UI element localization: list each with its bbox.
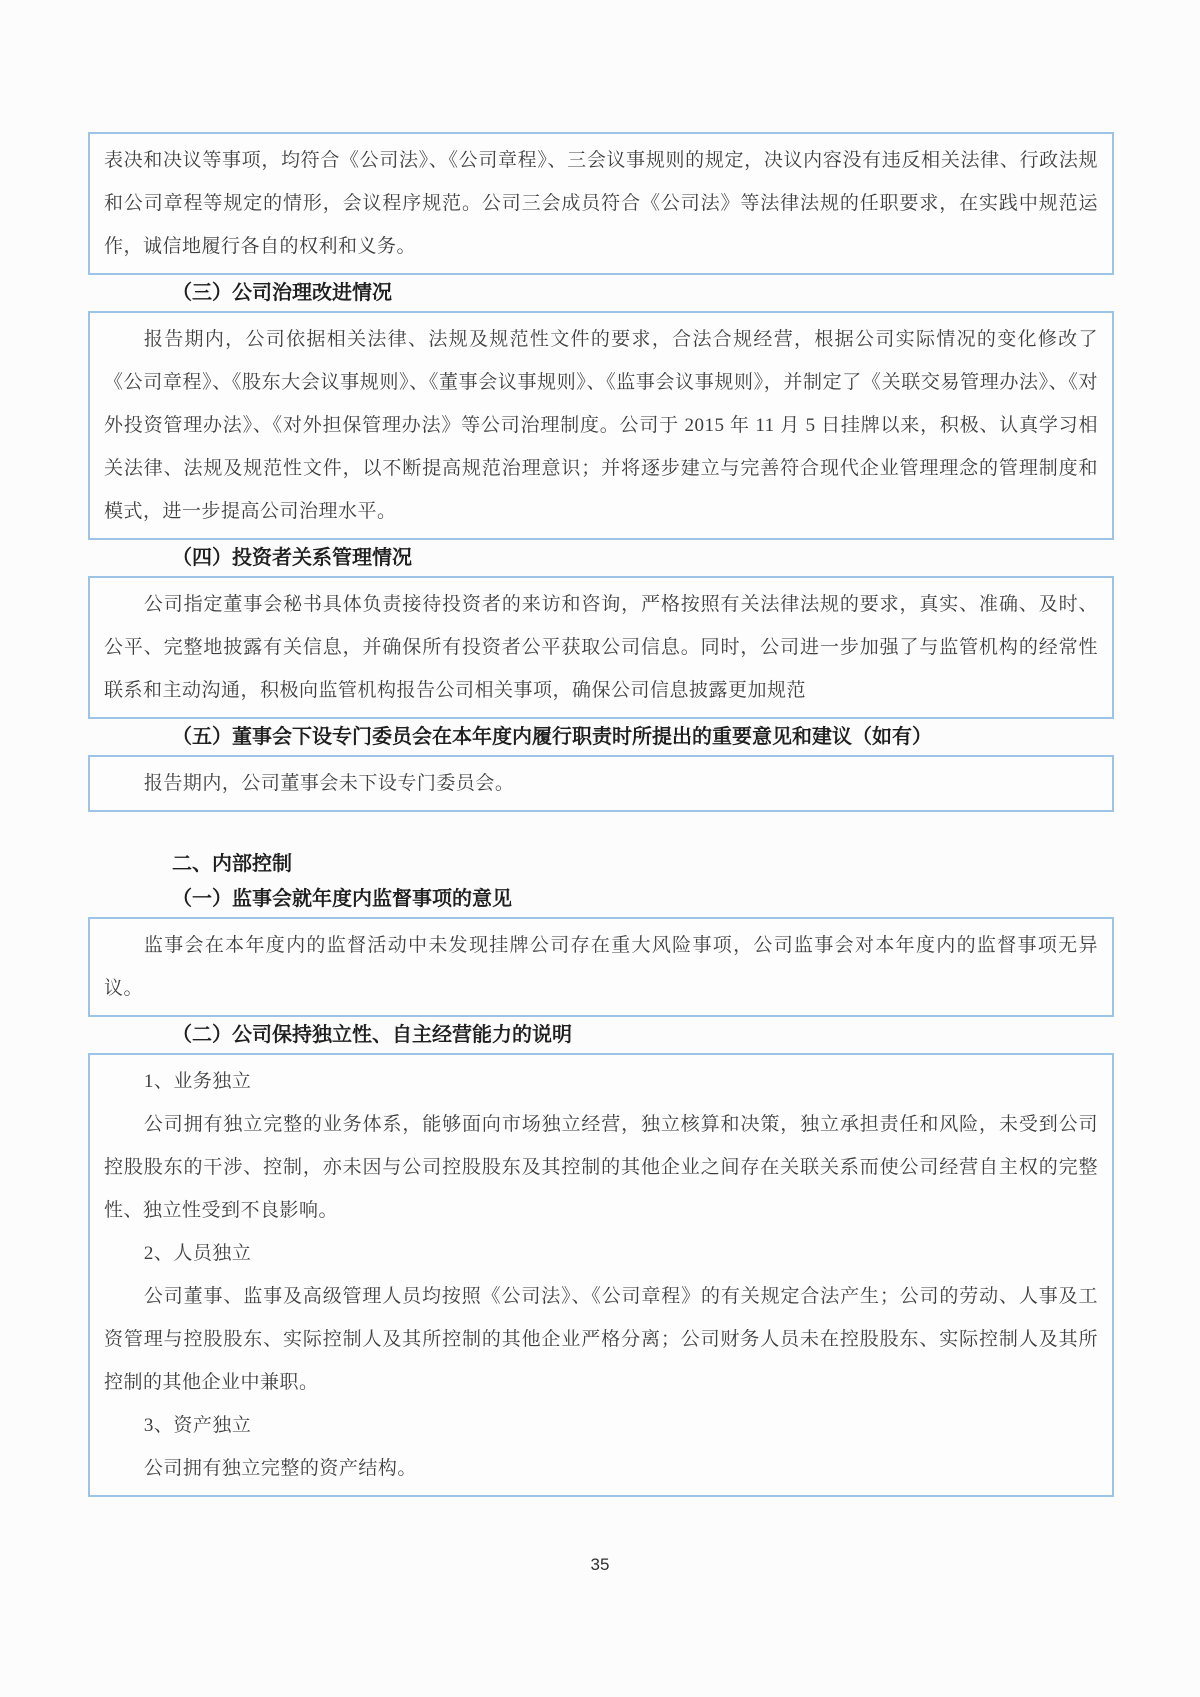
independence-item-2-title: 2、人员独立 [143, 1243, 252, 1264]
investor-relations-paragraph: 公司指定董事会秘书具体负责接待投资者的来访和咨询，严格按照有关法律法规的要求，真实、准确、及时、公平、完整地披露有关信息，并确保所有投资者公平获取公司信息。同时，公司进一步加强了与监管机构的经常性联系和主动沟通，积极向监管机构报告公司相关事项，确保公司信息披露更加规范 [104, 594, 1098, 701]
investor-relations-box [88, 576, 1114, 719]
heading-investor-relations: （四）投资者关系管理情况 [172, 547, 412, 569]
independence-item-3-body: 公司拥有独立完整的资产结构。 [143, 1458, 417, 1479]
independence-item-2-body: 公司董事、监事及高级管理人员均按照《公司法》、《公司章程》的有关规定合法产生；公司的劳动、人事及工资管理与控股股东、实际控制人及其所控制的其他企业严格分离；公司财务人员未在控股股东、实际控制人及其所控制的其他企业中兼职。 [104, 1286, 1098, 1393]
supervisory-opinion-box [88, 917, 1114, 1017]
governance-improvement-paragraph: 报告期内，公司依据相关法律、法规及规范性文件的要求，合法合规经营，根据公司实际情况的变化修改了《公司章程》、《股东大会议事规则》、《董事会议事规则》、《监事会议事规则》，并制定了《关联交易管理办法》、《对外投资管理办法》、《对外担保管理办法》等公司治理制度。公司于 2015 年 11 月 5 日挂牌以来，积极、认真学习相关法律、法规及规范性文件，以不断提高规范治理意识；并将逐步建立与完善符合现代企业管理理念的管理制度和模式，进一步提高公司治理水平。 [104, 329, 1098, 522]
board-committees-box [88, 755, 1114, 812]
independence-item-1-body: 公司拥有独立完整的业务体系，能够面向市场独立经营，独立核算和决策，独立承担责任和风险，未受到公司控股股东的干涉、控制，亦未因与公司控股股东及其控制的其他企业之间存在关联关系而使公司经营自主权的完整性、独立性受到不良影响。 [104, 1114, 1098, 1221]
supervisory-opinion-paragraph: 监事会在本年度内的监督活动中未发现挂牌公司存在重大风险事项，公司监事会对本年度内的监督事项无异议。 [104, 935, 1098, 999]
independence-item-1-title: 1、业务独立 [143, 1071, 252, 1092]
heading-governance-improvement: （三）公司治理改进情况 [172, 282, 392, 304]
heading-board-committees: （五）董事会下设专门委员会在本年度内履行职责时所提出的重要意见和建议（如有） [172, 726, 932, 748]
independence-box [88, 1053, 1114, 1497]
heading-internal-control: 二、内部控制 [172, 853, 292, 875]
carryover-paragraph: 表决和决议等事项，均符合《公司法》、《公司章程》、三会议事规则的规定，决议内容没有违反相关法律、行政法规和公司章程等规定的情形，会议程序规范。公司三会成员符合《公司法》等法律法规的任职要求，在实践中规范运作，诚信地履行各自的权利和义务。 [104, 150, 1098, 257]
heading-supervisory-opinion: （一）监事会就年度内监督事项的意见 [172, 888, 512, 910]
heading-independence: （二）公司保持独立性、自主经营能力的说明 [172, 1024, 572, 1046]
governance-improvement-box [88, 311, 1114, 540]
independence-item-3-title: 3、资产独立 [143, 1415, 252, 1436]
page-content [88, 132, 1114, 1497]
board-committees-paragraph: 报告期内，公司董事会未下设专门委员会。 [143, 773, 515, 794]
page-number: 35 [590, 1555, 610, 1574]
carryover-paragraph-box [88, 132, 1114, 275]
